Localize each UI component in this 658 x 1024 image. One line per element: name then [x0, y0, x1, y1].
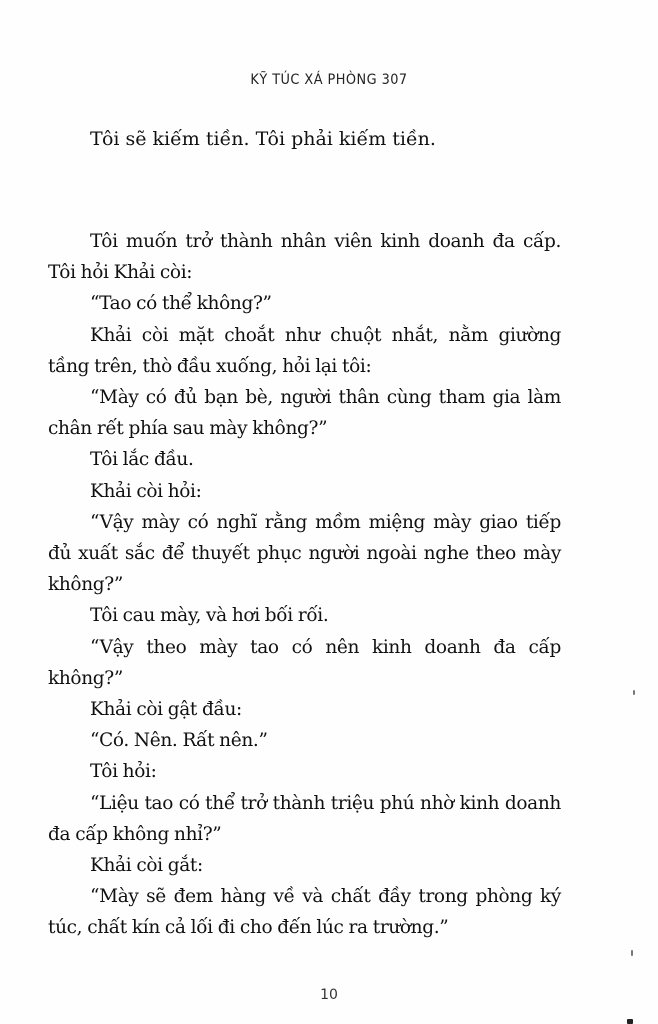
paragraph: “Tao có thể không?” — [90, 293, 272, 315]
paragraph: “Mày sẽ đem hàng về và chất đầy trong phòng ký túc, chất kín cả lối đi cho đến lúc ra trường.” — [48, 886, 561, 939]
running-head: KỸ TÚC XÁ PHÒNG 307 — [250, 72, 408, 88]
paragraph: “Vậy theo mày tao có nên kinh doanh đa cấp không?” — [48, 636, 561, 689]
page-number: 10 — [320, 987, 338, 1003]
paragraph: “Vậy mày có nghĩ rằng mồm miệng mày giao tiếp đủ xuất sắc để thuyết phục người ngoài nghe theo mày không?” — [48, 511, 561, 596]
paragraph: Tôi hỏi: — [90, 761, 157, 783]
paragraph: “Mày có đủ bạn bè, người thân cùng tham gia làm chân rết phía sau mày không?” — [48, 387, 561, 440]
paragraph: Khải còi gắt: — [90, 855, 203, 877]
paragraph: “Có. Nên. Rất nên.” — [90, 730, 268, 752]
scan-artifact — [633, 690, 635, 695]
paragraph: Khải còi gật đầu: — [90, 699, 242, 721]
paragraph: Khải còi hỏi: — [90, 480, 202, 502]
paragraph: Tôi muốn trở thành nhân viên kinh doanh đa cấp. Tôi hỏi Khải còi: — [48, 231, 561, 284]
body-text — [48, 226, 561, 944]
scan-artifact — [631, 950, 633, 956]
paragraph: Khải còi mặt choắt như chuột nhắt, nằm giường tầng trên, thò đầu xuống, hỏi lại tôi: — [48, 324, 561, 377]
opening-line: Tôi sẽ kiếm tiền. Tôi phải kiếm tiền. — [90, 128, 436, 150]
scan-artifact — [627, 1019, 633, 1024]
paragraph: “Liệu tao có thể trở thành triệu phú nhờ kinh doanh đa cấp không nhỉ?” — [48, 792, 561, 845]
paragraph: Tôi lắc đầu. — [90, 449, 194, 471]
paragraph: Tôi cau mày, và hơi bối rối. — [90, 605, 329, 627]
